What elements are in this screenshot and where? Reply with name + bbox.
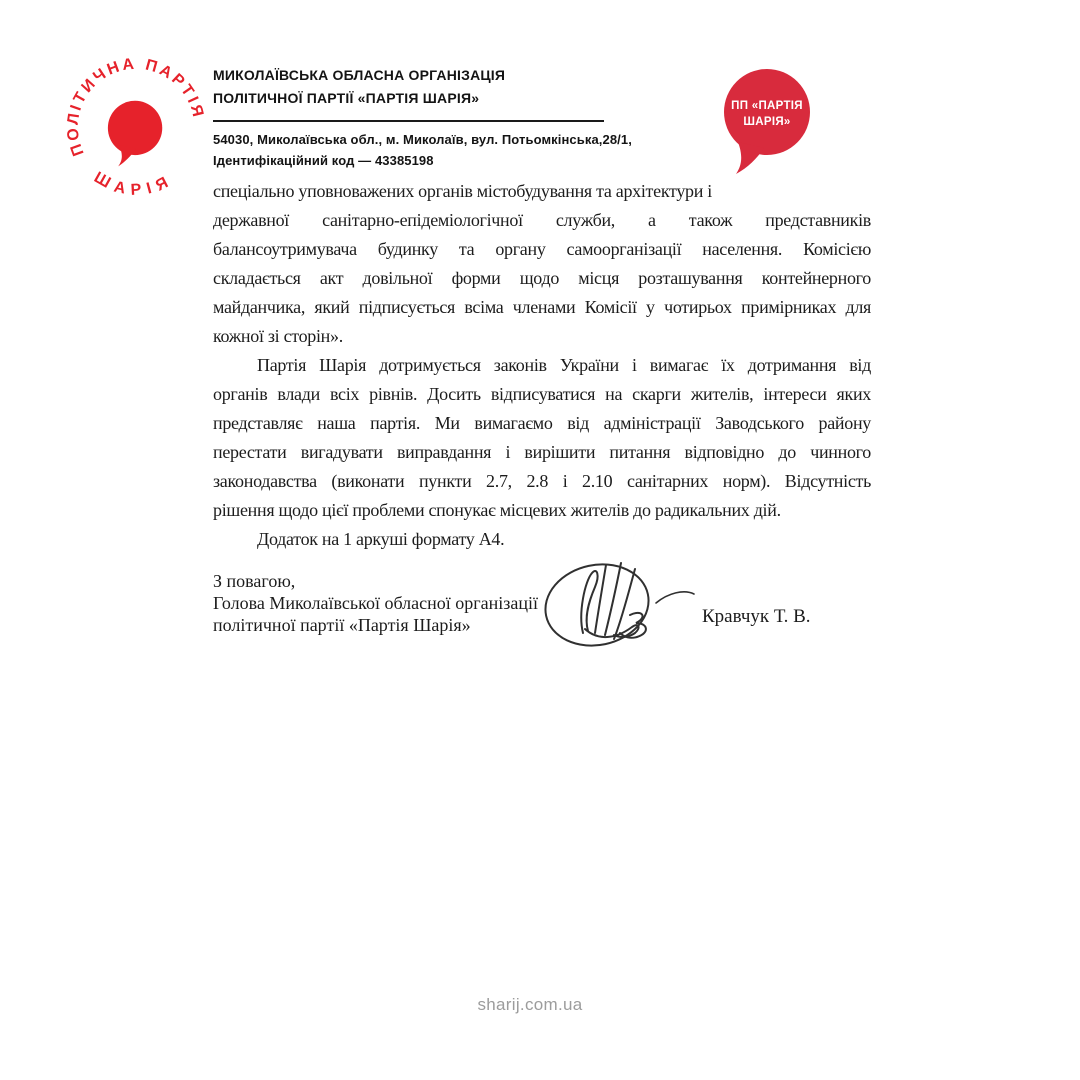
signature-title-line1: Голова Миколаївської обласної організації (213, 593, 538, 613)
body-line: державної санітарно-епідеміологічної служби, а також представників (213, 210, 871, 230)
body-line: майданчика, який підписується всіма членами Комісії у чотирьох примірниках для (213, 297, 871, 317)
body-line: спеціально уповноважених органів містобудування та архітектури і (213, 181, 712, 201)
body-line: балансоутримувача будинку та органу самоорганізації населення. Комісією (213, 239, 871, 259)
signature-closing: З повагою, (213, 571, 296, 591)
letter-body (213, 177, 871, 554)
body-line: органів влади всіх рівнів. Досить відписуватися на скарги жителів, інтереси яких (213, 384, 871, 404)
party-round-logo (61, 52, 211, 202)
body-line: кожної зі сторін». (213, 326, 343, 346)
signer-name: Кравчук Т. В. (702, 606, 811, 627)
body-line: Партія Шарія дотримується законів України і вимагає їх дотримання від (257, 355, 871, 375)
body-line: законодавства (виконати пункти 2.7, 2.8 і 2.10 санітарних норм). Відсутність (213, 471, 871, 491)
org-name-line2: ПОЛІТИЧНОЇ ПАРТІЇ «ПАРТІЯ ШАРІЯ» (213, 90, 480, 106)
org-address: 54030, Миколаївська обл., м. Миколаїв, вул. Потьомкінська,28/1, (213, 132, 632, 147)
body-line: складається акт довільної форми щодо місця розташування контейнерного (213, 268, 871, 288)
body-line: перестати вигадувати виправдання і вирішити питання відповідно до чинного (213, 442, 871, 462)
header-divider (213, 120, 604, 122)
body-line: Додаток на 1 аркуші формату А4. (257, 529, 505, 549)
letter-header (213, 64, 633, 171)
round-logo-bottom-text: ШАРІЯ (91, 169, 177, 199)
signature-scribble (540, 553, 700, 658)
signature-title-line2: політичної партії «Партія Шарія» (213, 615, 471, 635)
party-badge-logo (720, 64, 820, 179)
body-line: представляє наша партія. Ми вимагаємо від адміністрації Заводського району (213, 413, 871, 433)
badge-text-line1: ПП «ПАРТІЯ (731, 100, 803, 112)
org-name-line1: МИКОЛАЇВСЬКА ОБЛАСНА ОРГАНІЗАЦІЯ (213, 67, 506, 83)
badge-text-line2: ШАРІЯ» (743, 116, 791, 128)
org-id-code: Ідентифікаційний код — 43385198 (213, 153, 434, 168)
site-watermark: sharij.com.ua (477, 995, 583, 1014)
body-line: рішення щодо цієї проблеми спонукає місцевих жителів до радикальних дій. (213, 500, 781, 520)
speech-balloon-icon (108, 101, 162, 167)
round-logo-top-text: ПОЛІТИЧНА ПАРТІЯ (64, 55, 207, 159)
